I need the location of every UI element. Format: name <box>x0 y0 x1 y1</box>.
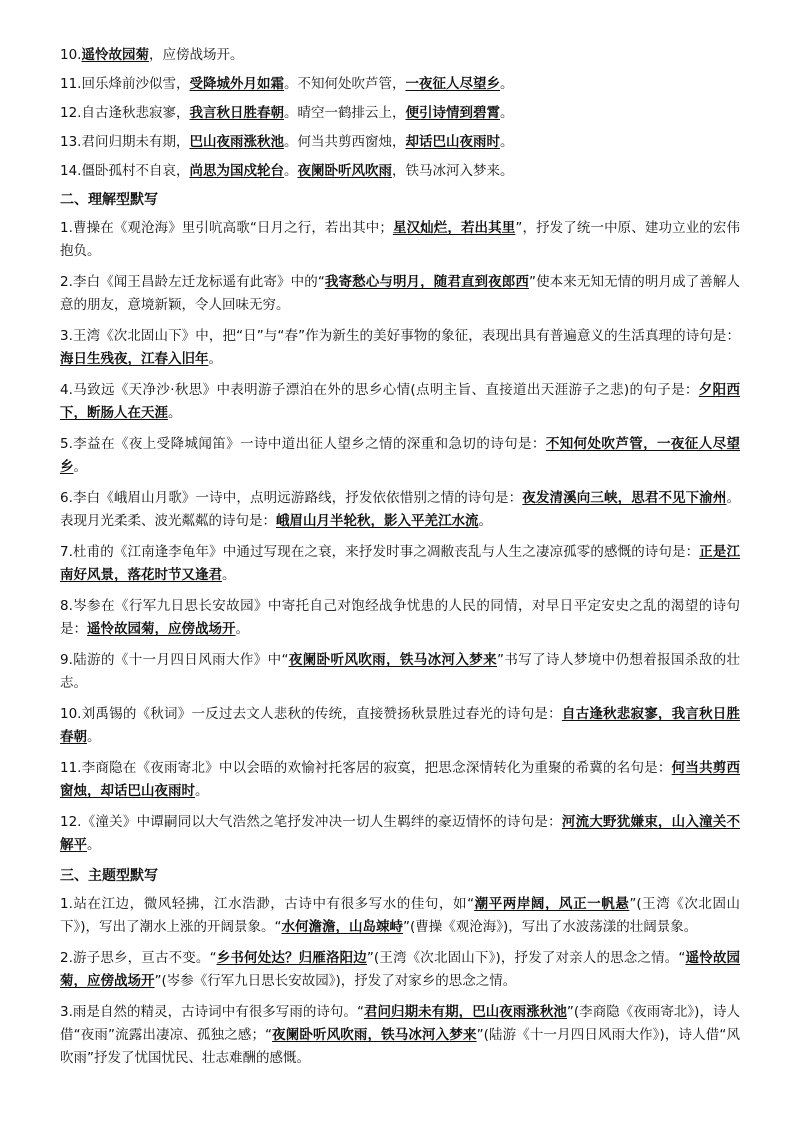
poem-line <box>60 102 740 125</box>
answer-text: 我寄愁心与明月，随君直到夜郎西 <box>324 274 529 290</box>
item-number: 13. <box>60 134 82 150</box>
question-text: 王湾《次北固山下》中，把“日”与“春”作为新生的美好事物的象征，表现出具有普遍意义的生活真理的诗句是： <box>72 328 740 344</box>
poem-line <box>60 131 740 154</box>
question-text: ”(王湾《次北固山下》)，抒发了对亲人的思念之情。“ <box>366 950 686 966</box>
question-text: ”(李商隐《夜雨寄北》)，诗人借“夜雨”流露出凄凉、孤独之感；“ <box>60 1004 741 1043</box>
question-text: 。晴空一鹤排云上， <box>283 105 406 121</box>
question-text: 杜甫的《江南逢李龟年》中通过写现在之衰，来抒发时事之凋敝丧乱与人生之凄凉孤零的感慨的诗句是： <box>72 544 700 560</box>
question-text: 。何当共剪西窗烛， <box>283 134 406 150</box>
question-text: ”书写了诗人梦境中仍想着报国杀敌的壮志。 <box>60 652 740 691</box>
answer-text: 夜发清溪向三峡，思君不见下渝州 <box>522 490 727 506</box>
item-number: 1. <box>60 220 73 236</box>
theme-item <box>60 947 740 993</box>
answer-text: 水何澹澹，山岛竦峙 <box>281 919 404 935</box>
item-number: 2. <box>60 950 73 966</box>
question-text: ，应傍战场开。 <box>148 47 244 63</box>
question-text: 李白《闻王昌龄左迁龙标遥有此寄》中的“ <box>72 274 325 290</box>
answer-text: 自古逢秋悲寂寥，我言秋日胜春朝 <box>60 706 741 745</box>
answer-text: 受降城外月如霜 <box>189 76 284 92</box>
question-text: 李白《峨眉山月歌》一诗中，点明远游路线，抒发依依惜别之情的诗句是： <box>72 490 523 506</box>
comprehension-item <box>60 811 740 857</box>
question-text: 。 <box>283 163 298 179</box>
question-text: 雨是自然的精灵，古诗词中有很多写雨的诗句。“ <box>72 1004 364 1020</box>
item-number: 7. <box>60 544 73 560</box>
answer-text: 遥怜故园菊，应傍战场开 <box>87 621 236 637</box>
item-number: 11. <box>60 760 82 776</box>
answer-text: 一夜征人尽望乡 <box>405 76 500 92</box>
question-text: 。 <box>73 459 87 475</box>
item-number: 12. <box>60 814 82 830</box>
comprehension-item <box>60 325 740 371</box>
item-number: 3. <box>60 1004 73 1020</box>
theme-item <box>60 893 740 939</box>
poem-line <box>60 44 740 67</box>
answer-text: 遥怜故园菊，应傍战场开 <box>60 950 741 989</box>
question-text: 自古逢秋悲寂寥， <box>81 105 190 121</box>
question-text: ”(陆游《十一月四日风雨大作》)，诗人借“风吹雨”抒发了忧国忧民、壮志难酬的感慨。 <box>60 1027 741 1066</box>
comprehension-item <box>60 433 740 479</box>
comprehension-item <box>60 379 740 425</box>
question-text: 岑参在《行军九日思长安故园》中寄托自己对饱经战争忧患的人民的同情，对早日平定安史之乱的渴望的诗句是： <box>60 598 740 637</box>
comprehension-item <box>60 757 740 803</box>
item-number: 1. <box>60 896 73 912</box>
comprehension-item <box>60 703 740 749</box>
question-text: 李益在《夜上受降城闻笛》一诗中道出征人望乡之情的深重和急切的诗句是： <box>72 436 546 452</box>
question-text: 马致远《天净沙·秋思》中表明游子漂泊在外的思乡心情(点明主旨、直接道出天涯游子之悲)的句子是： <box>72 382 699 398</box>
question-text: 。 <box>195 783 209 799</box>
answer-text: 巴山夜雨涨秋池 <box>189 134 284 150</box>
poem-line <box>60 160 740 183</box>
question-text: 李商隐在《夜雨寄北》中以会晤的欢愉衬托客居的寂寞，把思念深情转化为重聚的希冀的名句是： <box>81 760 672 776</box>
comprehension-item <box>60 541 740 587</box>
document-page <box>60 44 740 1078</box>
poem-line <box>60 73 740 96</box>
answer-text: 海日生残夜，江春入旧年 <box>60 351 209 367</box>
question-text: 。表现月光柔柔、波光粼粼的诗句是： <box>60 490 741 529</box>
item-number: 5. <box>60 436 73 452</box>
answer-text: 星汉灿烂，若出其里 <box>392 220 516 236</box>
answer-text: 峨眉山月半轮秋，影入平羌江水流 <box>276 513 479 529</box>
item-number: 2. <box>60 274 73 290</box>
question-text: 曹操在《观沧海》里引吭高歌“日月之行，若出其中； <box>72 220 393 236</box>
answer-text: 乡书何处达？归雁洛阳边 <box>216 950 367 966</box>
item-number: 12. <box>60 105 82 121</box>
question-text: 。不知何处吹芦管， <box>283 76 406 92</box>
question-text: 刘禹锡的《秋词》一反过去文人悲秋的传统，直接赞扬秋景胜过春光的诗句是： <box>81 706 562 722</box>
question-text: 。 <box>208 351 222 367</box>
answer-text: 我言秋日胜春朝 <box>189 105 284 121</box>
poem-lines-list <box>60 44 740 183</box>
section-heading-theme: 三、主题型默写 <box>60 868 158 884</box>
item-number: 14. <box>60 163 82 179</box>
answer-text: 何当共剪西窗烛，却话巴山夜雨时 <box>60 760 741 799</box>
item-number: 11. <box>60 76 82 92</box>
item-number: 9. <box>60 652 73 668</box>
comprehension-item <box>60 217 740 263</box>
question-text: ”(曹操《观沧海》)，写出了水波荡漾的壮阔景象。 <box>403 919 698 935</box>
answer-text: 潮平两岸阔，风正一帆悬 <box>474 896 630 912</box>
comprehension-item <box>60 595 740 641</box>
question-text: 。 <box>499 134 514 150</box>
question-text: 。 <box>499 105 514 121</box>
question-text: ”，抒发了统一中原、建功立业的宏伟抱负。 <box>60 220 741 259</box>
answer-text: 夕阳西下，断肠人在天涯 <box>60 382 741 421</box>
theme-items-list <box>60 893 740 1070</box>
answer-text: 夜阑卧听风吹雨，铁马冰河入梦来 <box>288 652 498 668</box>
answer-text: 不知何处吹芦管，一夜征人尽望乡 <box>60 436 741 475</box>
question-text: 游子思乡，亘古不变。“ <box>72 950 217 966</box>
question-text: 回乐烽前沙似雪， <box>81 76 190 92</box>
item-number: 8. <box>60 598 73 614</box>
answer-text: 正是江南好风景，落花时节又逢君 <box>60 544 741 583</box>
answer-text: 尚思为国戍轮台 <box>189 163 284 179</box>
item-number: 10. <box>60 47 82 63</box>
theme-item <box>60 1001 740 1070</box>
answer-text: 河流大野犹嫌束，山入潼关不解平 <box>60 814 741 853</box>
question-text: 。 <box>87 837 101 853</box>
comprehension-items-list <box>60 217 740 857</box>
comprehension-item <box>60 271 740 317</box>
question-text: ，铁马冰河入梦来。 <box>391 163 514 179</box>
answer-text: 夜阑卧听风吹雨 <box>297 163 392 179</box>
question-text: 僵卧孤村不自哀， <box>81 163 190 179</box>
question-text: 君问归期未有期， <box>81 134 190 150</box>
question-text: ”(王湾《次北固山下》)，写出了潮水上涨的开阔景象。“ <box>60 896 741 935</box>
item-number: 3. <box>60 328 73 344</box>
answer-text: 遥怜故园菊 <box>81 47 149 63</box>
comprehension-item <box>60 487 740 533</box>
question-text: 。 <box>478 513 492 529</box>
item-number: 6. <box>60 490 73 506</box>
question-text: 。 <box>222 567 236 583</box>
section-heading-comprehension: 二、理解型默写 <box>60 192 158 208</box>
comprehension-item <box>60 649 740 695</box>
question-text: 《潼关》中谭嗣同以大气浩然之笔抒发冲决一切人生羁绊的豪迈情怀的诗句是： <box>81 814 562 830</box>
item-number: 10. <box>60 706 82 722</box>
question-text: 站在江边，微风轻拂，江水浩渺，古诗中有很多写水的佳句，如“ <box>72 896 475 912</box>
answer-text: 却话巴山夜雨时 <box>405 134 500 150</box>
question-text: 。 <box>168 405 182 421</box>
question-text: 陆游的《十一月四日风雨大作》中“ <box>72 652 289 668</box>
answer-text: 夜阑卧听风吹雨，铁马冰河入梦来 <box>271 1027 477 1043</box>
question-text: ”使本来无知无情的明月成了善解人意的朋友，意境新颖，令人回味无穷。 <box>60 274 740 313</box>
answer-text: 君问归期未有期，巴山夜雨涨秋池 <box>363 1004 567 1020</box>
answer-text: 便引诗情到碧霄 <box>405 105 500 121</box>
question-text: 。 <box>235 621 249 637</box>
question-text: 。 <box>87 729 101 745</box>
item-number: 4. <box>60 382 73 398</box>
question-text: 。 <box>499 76 514 92</box>
question-text: ”(岑参《行军九日思长安故园》)，抒发了对家乡的思念之情。 <box>154 973 517 989</box>
